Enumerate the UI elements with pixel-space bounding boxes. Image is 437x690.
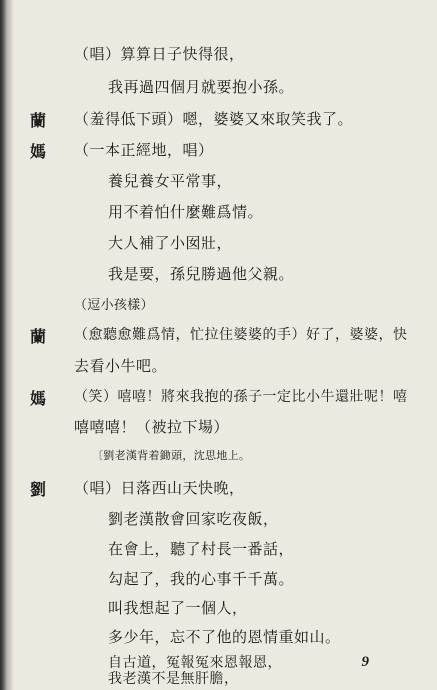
text-line: 用不着怕什麼難爲情。 xyxy=(108,203,264,221)
text-line: （笑）嘻嘻！將來我抱的孫子一定比小牛還壯呢！嘻 xyxy=(74,389,408,405)
speaker-label: 蘭 xyxy=(30,327,47,346)
text-line: 養兒養女平常事， xyxy=(108,172,233,190)
stage-direction: 〔劉老漢背着鋤頭，沈思地上。 xyxy=(92,449,251,462)
stage-direction: （逗小孩樣） xyxy=(74,298,154,313)
speaker-label: 蘭 xyxy=(30,111,47,130)
text-line: 劉老漢散會回家吃夜飯， xyxy=(108,510,279,528)
text-line: 我老漢不是無肝膽， xyxy=(108,671,239,687)
text-line: 大人補了小囡壯， xyxy=(108,234,233,252)
text-line: 叫我想起了一個人， xyxy=(108,599,248,617)
text-line: 多少年，忘不了他的恩情重如山。 xyxy=(108,628,341,646)
text-line: 去看小牛吧。 xyxy=(74,357,168,375)
text-line: 自古道，冤報冤來恩報恩， xyxy=(108,655,282,671)
page-number: 9 xyxy=(361,654,369,670)
speaker-label: 媽 xyxy=(30,389,47,408)
page-binding-edge xyxy=(0,0,14,690)
text-line: （愈聽愈難爲情，忙拉住婆婆的手）好了，婆婆，快 xyxy=(74,327,408,343)
text-line: 在會上，聽了村長一番話， xyxy=(108,540,295,558)
text-line: （羞得低下頭）嗯，婆婆又來取笑我了。 xyxy=(74,110,354,128)
text-line: （唱）日落西山天快晚， xyxy=(74,479,245,497)
text-line: （唱）算算日子快得很， xyxy=(74,45,245,63)
speaker-label: 媽 xyxy=(30,142,47,161)
text-line: 嘻嘻嘻！（被拉下場） xyxy=(74,418,230,436)
text-line: 我是要，孫兒勝過他父親。 xyxy=(108,265,295,283)
text-line: （一本正經地，唱） xyxy=(74,141,214,159)
speaker-label: 劉 xyxy=(30,480,47,499)
text-line: 勾起了，我的心事千千萬。 xyxy=(108,570,295,588)
text-line: 我再過四個月就要抱小孫。 xyxy=(108,78,295,96)
